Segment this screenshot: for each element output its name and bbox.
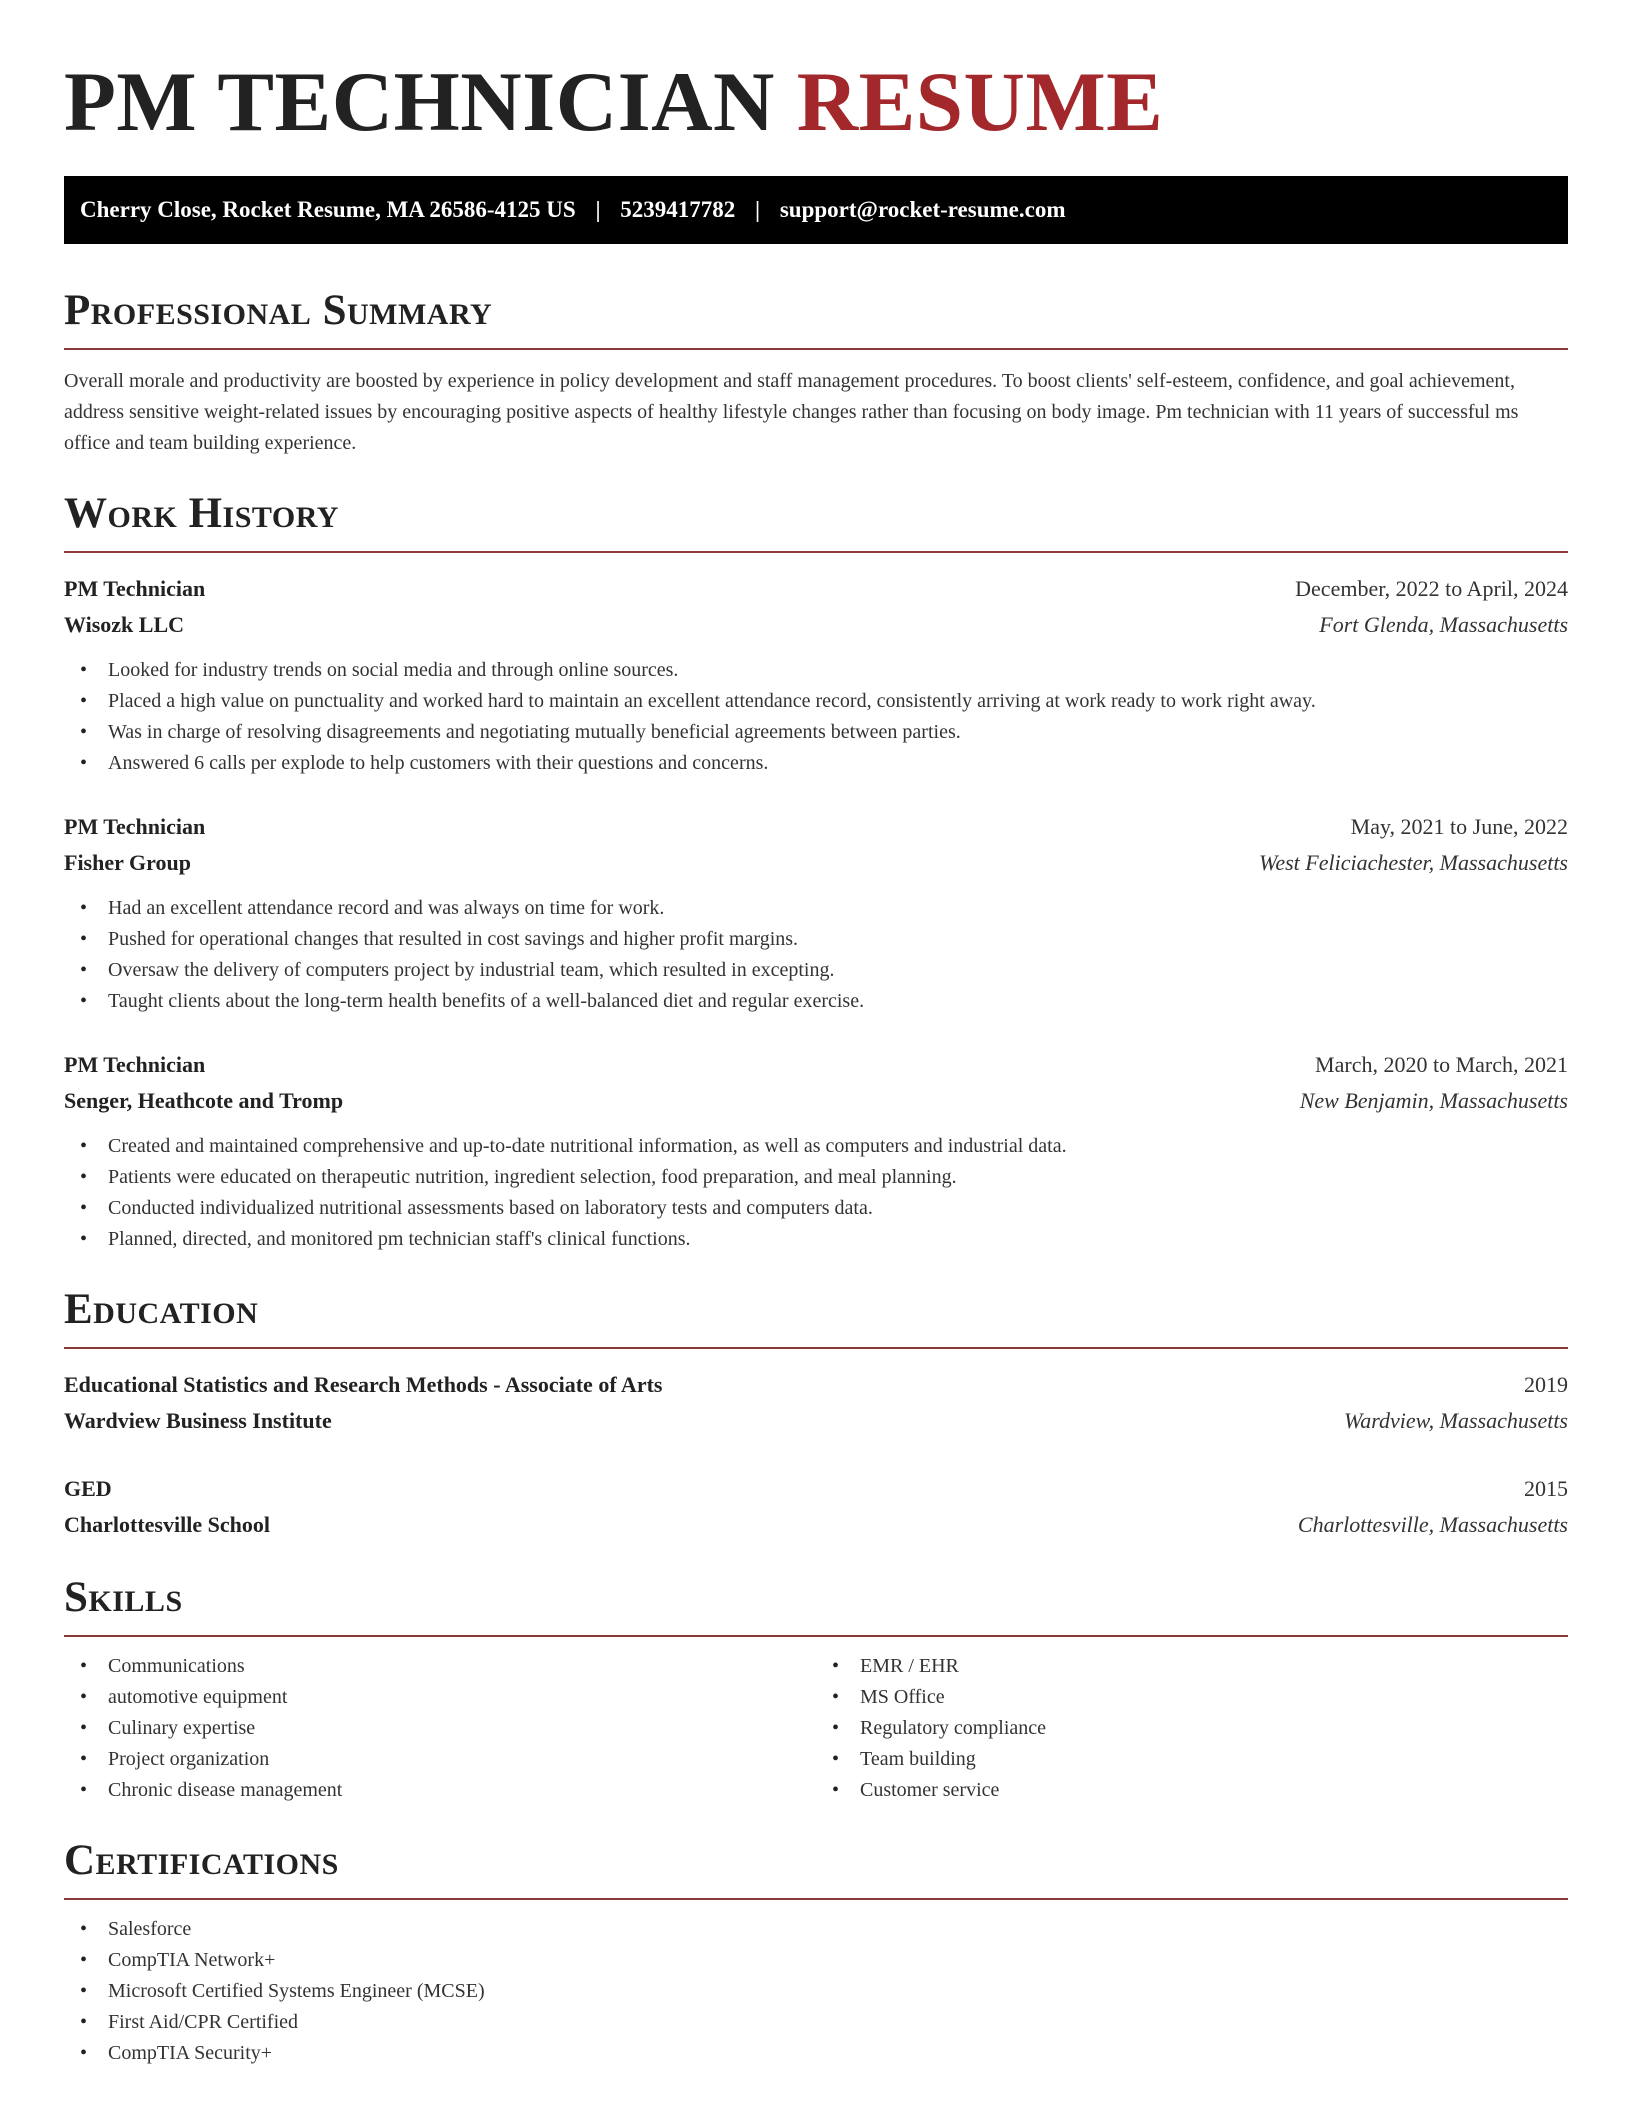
skill-item: • Culinary expertise <box>64 1713 816 1744</box>
skill-item: • Project organization <box>64 1744 816 1775</box>
education-degree: Educational Statistics and Research Methods - Associate of Arts <box>64 1372 663 1397</box>
work-history-heading: Work History <box>64 489 1568 553</box>
title-main: PM TECHNICIAN <box>64 55 775 149</box>
job-title: PM Technician <box>64 814 206 839</box>
job-company: Wisozk LLC <box>64 612 185 637</box>
list-item: • Taught clients about the long-term health benefits of a well-balanced diet and regular exercise. <box>64 986 1568 1017</box>
skill-item: • Customer service <box>816 1775 1568 1806</box>
education-school: Charlottesville School <box>64 1512 270 1537</box>
skill-item: • Team building <box>816 1744 1568 1775</box>
education-year: 2015 <box>1524 1476 1568 1501</box>
education-location: Charlottesville, Massachusetts <box>1297 1512 1568 1537</box>
contact-bar <box>64 176 1568 244</box>
skill-item: • Regulatory compliance <box>816 1713 1568 1744</box>
list-item: • Conducted individualized nutritional assessments based on laboratory tests and computers data. <box>64 1193 1568 1224</box>
certification-item: • First Aid/CPR Certified <box>64 2007 1568 2038</box>
certification-item: • CompTIA Network+ <box>64 1945 1568 1976</box>
list-item: • Planned, directed, and monitored pm technician staff's clinical functions. <box>64 1224 1568 1255</box>
summary-heading: Professional Summary <box>64 286 1568 350</box>
education-year: 2019 <box>1524 1372 1568 1397</box>
job-title: PM Technician <box>64 576 206 601</box>
list-item: • Created and maintained comprehensive and up-to-date nutritional information, as well as computers and industrial data. <box>64 1131 1568 1162</box>
certifications-heading: Certifications <box>64 1836 1568 1900</box>
contact-email[interactable]: support@rocket-resume.com <box>779 197 1066 222</box>
job-bullets <box>64 655 1568 779</box>
skills-columns <box>64 1651 1568 1806</box>
skill-item: • automotive equipment <box>64 1682 816 1713</box>
contact-separator: | <box>595 197 601 222</box>
list-item: • Pushed for operational changes that resulted in cost savings and higher profit margins. <box>64 924 1568 955</box>
job-company: Senger, Heathcote and Tromp <box>64 1088 344 1113</box>
summary-text: Overall morale and productivity are boosted by experience in policy development and staff management procedures. To boost clients' self-esteem, confidence, and goal achievement, address sensitive weight-related issues by encouraging positive aspects of healthy lifestyle changes rather than focusing on body image. Pm technician with 11 years of successful ms office and team building experience. <box>64 370 1519 454</box>
certification-item: • Salesforce <box>64 1914 1568 1945</box>
list-item: • Oversaw the delivery of computers project by industrial team, which resulted in excepting. <box>64 955 1568 986</box>
education-entry <box>64 1367 1568 1439</box>
list-item: • Placed a high value on punctuality and worked hard to maintain an excellent attendance record, consistently arriving at work ready to work right away. <box>64 686 1568 717</box>
certifications-list <box>64 1914 1568 2069</box>
list-item: • Had an excellent attendance record and was always on time for work. <box>64 893 1568 924</box>
job-bullets <box>64 1131 1568 1255</box>
education-degree: GED <box>64 1476 112 1501</box>
title-accent: RESUME <box>796 55 1164 149</box>
list-item: • Answered 6 calls per explode to help customers with their questions and concerns. <box>64 748 1568 779</box>
list-item: • Looked for industry trends on social media and through online sources. <box>64 655 1568 686</box>
skills-list-right <box>816 1651 1568 1806</box>
list-item: • Patients were educated on therapeutic nutrition, ingredient selection, food preparation, and meal planning. <box>64 1162 1568 1193</box>
contact-address: Cherry Close, Rocket Resume, MA 26586-4125 US <box>80 197 576 222</box>
education-location: Wardview, Massachusetts <box>1343 1408 1568 1433</box>
job-title: PM Technician <box>64 1052 206 1077</box>
job-bullets <box>64 893 1568 1017</box>
certification-item: • Microsoft Certified Systems Engineer (MCSE) <box>64 1976 1568 2007</box>
contact-phone: 5239417782 <box>620 197 736 222</box>
job-entry <box>64 571 1568 779</box>
certification-item: • CompTIA Security+ <box>64 2038 1568 2069</box>
skill-item: • Communications <box>64 1651 816 1682</box>
resume-title <box>64 0 1568 152</box>
job-location: West Feliciachester, Massachusetts <box>1259 850 1568 875</box>
job-entry <box>64 809 1568 1017</box>
job-dates: March, 2020 to March, 2021 <box>1315 1052 1568 1077</box>
skills-heading: Skills <box>64 1573 1568 1637</box>
skill-item: • EMR / EHR <box>816 1651 1568 1682</box>
education-heading: Education <box>64 1285 1568 1349</box>
job-entry <box>64 1047 1568 1255</box>
list-item: • Was in charge of resolving disagreements and negotiating mutually beneficial agreements between parties. <box>64 717 1568 748</box>
education-entry <box>64 1471 1568 1543</box>
job-company: Fisher Group <box>64 850 191 875</box>
skill-item: • MS Office <box>816 1682 1568 1713</box>
job-location: New Benjamin, Massachusetts <box>1299 1088 1568 1113</box>
job-location: Fort Glenda, Massachusetts <box>1319 612 1568 637</box>
education-school: Wardview Business Institute <box>64 1408 332 1433</box>
skill-item: • Chronic disease management <box>64 1775 816 1806</box>
job-dates: December, 2022 to April, 2024 <box>1295 576 1568 601</box>
contact-separator: | <box>755 197 761 222</box>
skills-list-left <box>64 1651 816 1806</box>
job-dates: May, 2021 to June, 2022 <box>1350 814 1568 839</box>
